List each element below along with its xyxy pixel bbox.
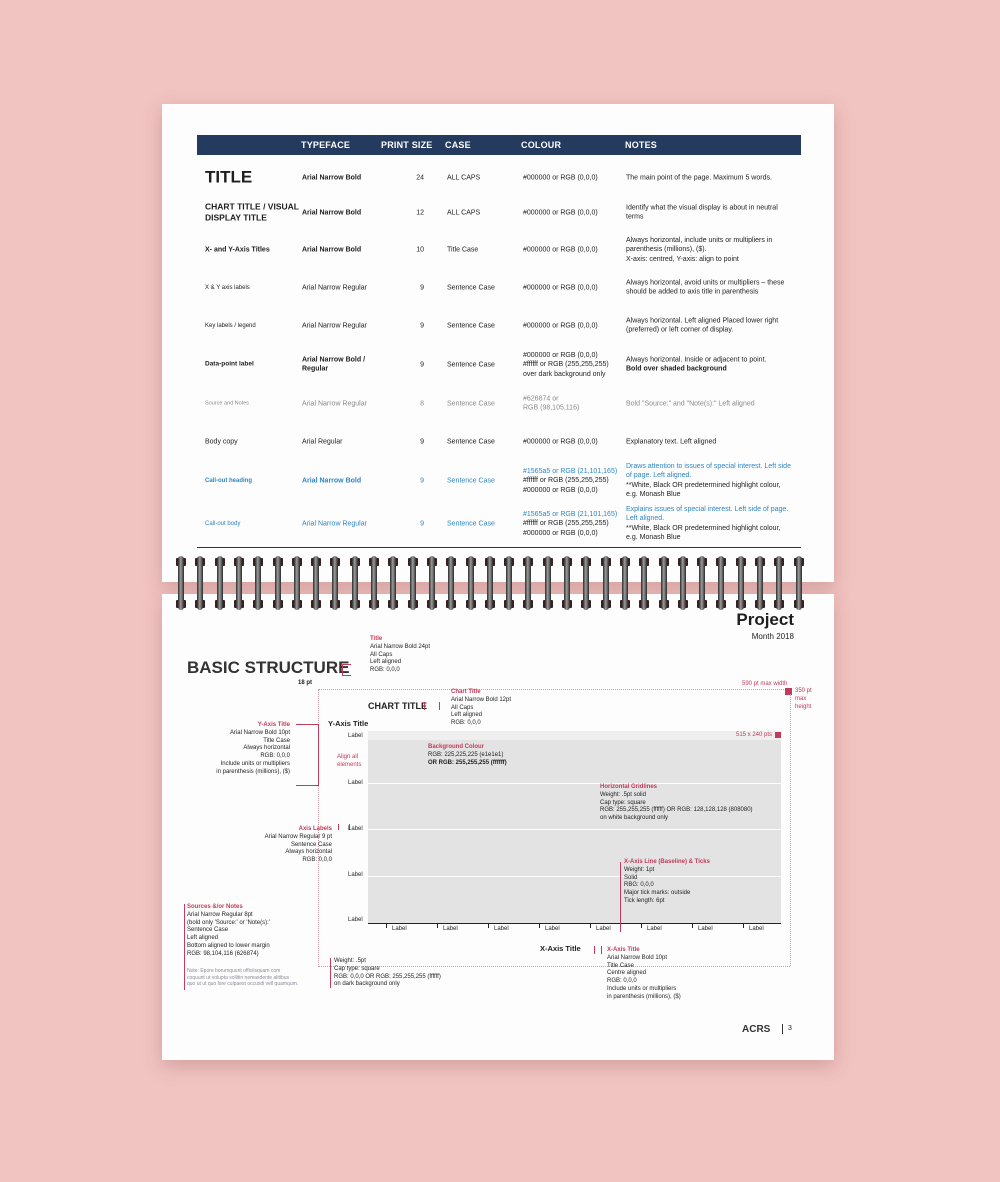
anno-line: Sentence Case: [187, 927, 229, 934]
x-axis-tick: [437, 923, 438, 928]
typeface-cell: Arial Narrow Regular: [302, 322, 367, 330]
case-cell: Sentence Case: [447, 477, 495, 485]
anno-line: Major tick marks: outside: [624, 890, 691, 897]
x-axis-tick: [488, 923, 489, 928]
background-annotation: [428, 744, 507, 767]
basic-structure-page: [162, 594, 834, 1060]
notes-cell: Identify what the visual display is about in neutral terms: [626, 204, 778, 221]
binding-ring: [371, 556, 377, 610]
anno-line: Arial Narrow Bold 12pt: [451, 696, 512, 703]
notes-cell: Explanatory text. Left aligned: [626, 438, 717, 446]
typeface-cell: Arial Narrow Regular: [302, 400, 367, 408]
anno-line: Arial Narrow Bold 24pt: [370, 643, 431, 650]
size-cell: 12: [416, 209, 424, 217]
y-axis-bracket: [296, 724, 319, 786]
anno-line: RGB: 98,104,116 (626874): [187, 950, 259, 957]
binding-ring: [622, 556, 628, 610]
x-axis-tick: [386, 923, 387, 928]
notes-cell: [626, 356, 794, 375]
element-cell: Data-point label: [205, 360, 254, 368]
anno-line: Weight: 1pt: [624, 866, 655, 873]
align-line: Align all: [337, 754, 359, 760]
anno-head: X-Axis Line (Baseline) & Ticks: [624, 859, 710, 865]
x-axis-tick: [743, 923, 744, 928]
x-axis-title-bracket: [594, 946, 602, 954]
binding-ring: [718, 556, 724, 610]
case-cell: ALL CAPS: [447, 174, 481, 182]
header-colour: COLOUR: [521, 140, 562, 150]
height-guide: [790, 694, 791, 966]
typeface-cell: Arial Narrow Bold: [302, 209, 362, 217]
element-cell: Key labels / legend: [205, 322, 256, 329]
anno-head: Sources &/or Notes: [187, 904, 243, 910]
colour-line: #ffffff or RGB (255,255,255): [523, 520, 609, 528]
case-cell: Title Case: [447, 246, 479, 254]
align-line: elements: [337, 761, 362, 768]
x-axis-label: Label: [749, 926, 764, 932]
anno-line: RGB: 0,0,0: [302, 857, 332, 864]
typeface-cell: Arial Narrow Bold: [302, 477, 362, 485]
binding-ring: [178, 556, 184, 610]
case-cell: Sentence Case: [447, 400, 495, 408]
binding-ring: [699, 556, 705, 610]
notes-line: Bold over shaded background: [626, 366, 727, 373]
binding-ring: [583, 556, 589, 610]
element-cell: X- and Y-Axis Titles: [205, 246, 270, 254]
table-row: [162, 268, 834, 308]
element-cell: X & Y axis labels: [205, 284, 250, 291]
project-title: Project: [736, 610, 794, 629]
colour-cell: #000000 or RGB (0,0,0): [523, 246, 598, 254]
chart-title: CHART TITLE: [368, 701, 427, 711]
note-line: coquunt ut volupta sollitin nemasdente alitibus: [187, 974, 290, 981]
max-height-label: [795, 688, 812, 711]
anno-line: on dark background only: [334, 981, 400, 988]
binding-ring: [603, 556, 609, 610]
typeface-cell: Arial Regular: [302, 438, 343, 446]
binding-ring: [757, 556, 763, 610]
anno-head: Background Colour: [428, 744, 485, 750]
anno-line: Include units or multipliers: [220, 760, 290, 767]
size-cell: 9: [420, 322, 424, 330]
size-cell: 9: [420, 284, 424, 292]
sources-annotation: [187, 904, 270, 959]
anno-line: Cap type: square: [600, 799, 646, 806]
anno-head: Axis Labels: [298, 826, 332, 832]
x-axis-tick: [539, 923, 540, 928]
page-number: 3: [788, 1025, 792, 1032]
colour-line: #1565a5 or RGB (21,101,165): [523, 467, 618, 475]
table-row: [162, 504, 834, 544]
binding-ring: [525, 556, 531, 610]
gridline: [368, 876, 781, 877]
anno-line: Sentence Case: [290, 841, 332, 848]
binding-ring: [661, 556, 667, 610]
align-all-label: [337, 754, 361, 770]
anno-line: Tick length: 6pt: [624, 897, 665, 904]
notes-line: X-axis: centred, Y-axis: align to point: [626, 255, 739, 263]
binding-ring: [390, 556, 396, 610]
notes-cell: [626, 236, 794, 264]
anno-line: RGB: 0,0,0: [370, 667, 400, 674]
x-axis-label: Label: [596, 926, 611, 932]
anno-line: Left aligned: [370, 659, 402, 666]
notes-cell: Always horizontal. Left aligned Placed lower right (preferred) or left corner of display.: [626, 317, 779, 334]
notes-line: Always horizontal, include units or multipliers in parenthesis (millions), ($).: [626, 236, 773, 254]
x-axis-baseline: [368, 923, 781, 924]
x-axis-tick: [641, 923, 642, 928]
case-cell: Sentence Case: [447, 520, 495, 528]
anno-line: RGB: 0,0,0: [607, 978, 637, 985]
colour-line: #000000 or RGB (0,0,0): [523, 486, 598, 494]
binding-ring: [468, 556, 474, 610]
notes-cell: [626, 505, 794, 543]
anno-line: RGB: 0,0,0 OR RGB: 255,255,255 (ffffff): [334, 973, 441, 980]
notes-cell: Bold "Source:" and "Note(s):" Left aligned: [626, 400, 755, 408]
x-axis-tick: [590, 923, 591, 928]
anno-line: Include units or multipliers: [607, 985, 677, 992]
binding-ring: [776, 556, 782, 610]
title-annotation: [370, 636, 430, 675]
y-axis-label: Label: [348, 826, 363, 832]
anno-line: Cap type: square: [334, 965, 380, 972]
colour-cell: #000000 or RGB (0,0,0): [523, 209, 598, 217]
chart-title-bracket: [424, 702, 440, 710]
colour-cell: #000000 or RGB (0,0,0): [523, 438, 598, 446]
binding-ring: [564, 556, 570, 610]
size-cell: 24: [416, 174, 424, 182]
notes-line: **White, Black OR predetermined highlight colour, e.g. Monash Blue: [626, 525, 781, 542]
colour-line: RGB (98,105,116): [523, 405, 580, 412]
chart-title-annotation: [451, 689, 511, 728]
max-height-line: height: [795, 703, 812, 710]
max-height-line: max: [795, 695, 807, 702]
width-guide: [318, 689, 790, 690]
anno-head: Y-Axis Title: [257, 722, 290, 728]
binding-ring: [410, 556, 416, 610]
max-height-line: 350 pt: [795, 688, 812, 694]
case-cell: Sentence Case: [447, 361, 495, 369]
colour-line: #000000 or RGB (0,0,0): [523, 351, 598, 359]
x-axis-label: Label: [647, 926, 662, 932]
element-cell: TITLE: [205, 167, 253, 187]
y-axis-label: Label: [348, 872, 363, 878]
colour-line: #1565a5 or RGB (21,101,165): [523, 510, 618, 518]
anno-line: in parenthesis (millions), ($): [607, 993, 681, 1000]
notes-line: Draws attention to issues of special interest. Left side of page. Left aligned.: [626, 463, 791, 480]
anno-line: RGB: 225,225,225 (e1e1e1): [428, 751, 504, 758]
anno-head: Title: [370, 636, 383, 642]
size-cell: 9: [420, 438, 424, 446]
size-cell: 8: [420, 400, 424, 408]
size-cell: 10: [416, 246, 424, 254]
notes-cell: The main point of the page. Maximum 5 words.: [626, 174, 772, 182]
x-axis-tick: [692, 923, 693, 928]
binding-ring: [448, 556, 454, 610]
note-line: Note: Epore borumquunt officiisquam com: [187, 968, 281, 974]
colour-line: #ffffff or RGB (255,255,255) over dark background only: [523, 361, 609, 378]
anno-head: Horizontal Gridlines: [600, 784, 658, 790]
max-width-label: 590 pt max width: [742, 681, 788, 687]
project-month: Month 2018: [751, 632, 794, 641]
anno-line: Weight: .5pt solid: [600, 791, 646, 798]
binding-ring: [796, 556, 802, 610]
y-axis-title: Y-Axis Title: [328, 719, 369, 728]
anno-line: RGB: 0,0,0: [451, 720, 481, 727]
colour-cell: #000000 or RGB (0,0,0): [523, 174, 598, 182]
binding-ring: [294, 556, 300, 610]
element-cell: Call-out heading: [205, 477, 252, 484]
binding-ring: [197, 556, 203, 610]
colour-cell: [523, 351, 623, 379]
header-case: CASE: [445, 140, 471, 150]
plot-size-label: 515 x 240 pts: [736, 732, 773, 738]
case-cell: Sentence Case: [447, 322, 495, 330]
binding-ring: [429, 556, 435, 610]
colour-line: #000000 or RGB (0,0,0): [523, 529, 598, 537]
notes-line: Always horizontal. Inside or adjacent to point.: [626, 356, 767, 364]
binding-ring: [255, 556, 261, 610]
gridlines-annotation: [600, 784, 753, 823]
gridline-weight-bracket: [330, 958, 332, 988]
anno-line: Left aligned: [187, 935, 219, 942]
table-bottom-rule: [197, 547, 801, 548]
title-bracket: [342, 664, 351, 676]
binding-ring: [275, 556, 281, 610]
footer-brand: ACRS: [742, 1024, 771, 1035]
anno-line: Arial Narrow Regular 9 pt: [264, 833, 332, 840]
x-axis-annotation: [607, 947, 681, 1002]
size-cell: 9: [420, 477, 424, 485]
anno-line: All Caps: [451, 704, 474, 711]
y-axis-label: Label: [348, 733, 363, 739]
notes-line: **White, Black OR predetermined highlight colour, e.g. Monash Blue: [626, 482, 781, 499]
binding-ring: [236, 556, 242, 610]
x-axis-label: Label: [494, 926, 509, 932]
x-axis-label: Label: [698, 926, 713, 932]
binding-ring: [313, 556, 319, 610]
x-axis-label: Label: [545, 926, 560, 932]
table-row: [162, 461, 834, 501]
element-cell: Call-out body: [205, 520, 241, 527]
anno-line: OR RGB: 255,255,255 (ffffff): [428, 759, 507, 766]
size-cell: 9: [420, 361, 424, 369]
colour-line: #626874 or: [523, 395, 559, 403]
anno-line: (bold only 'Source:' or 'Note(s):': [187, 919, 270, 926]
typeface-cell: Arial Narrow Regular: [302, 520, 367, 528]
colour-cell: [523, 510, 623, 538]
binding-ring: [506, 556, 512, 610]
baseline-annotation: [624, 859, 710, 906]
table-row: [162, 384, 834, 424]
size-cell: 9: [420, 520, 424, 528]
binding-ring: [738, 556, 744, 610]
binding-ring: [545, 556, 551, 610]
margin-label: 18 pt: [298, 680, 313, 686]
element-cell: Source and Notes: [205, 400, 250, 407]
case-cell: Sentence Case: [447, 284, 495, 292]
anno-line: Title Case: [263, 737, 290, 744]
y-axis-label: Label: [348, 917, 363, 923]
anno-line: RGB: 255,255,255 (ffffff) OR RGB: 128,128,128 (808080): [600, 807, 753, 814]
typeface-cell: Arial Narrow Bold: [302, 246, 362, 254]
element-cell: Body copy: [205, 438, 238, 446]
plot-top-band: [368, 731, 781, 740]
anno-line: Always horizontal: [243, 745, 290, 752]
anno-line: Arial Narrow Bold 10pt: [607, 954, 668, 961]
sources-bracket: [184, 904, 186, 990]
table-header: [197, 135, 801, 155]
anno-line: Title Case: [607, 962, 634, 969]
anno-line: Always horizontal: [285, 849, 332, 856]
notes-cell: Always horizontal, avoid units or multipliers – these should be added to axis title in parenthesis: [626, 279, 785, 296]
x-axis-label: Label: [392, 926, 407, 932]
y-axis-label: Label: [348, 780, 363, 786]
table-row: [162, 306, 834, 346]
anno-line: Left aligned: [451, 712, 483, 719]
style-guide-page: [162, 104, 834, 582]
colour-cell: #000000 or RGB (0,0,0): [523, 322, 598, 330]
gridline: [368, 829, 781, 830]
anno-head: X-Axis Title: [607, 947, 640, 953]
anno-line: Centre aligned: [607, 970, 647, 977]
axis-labels-annotation: [242, 826, 332, 865]
anno-line: RGB: 0,0,0: [260, 753, 290, 760]
element-cell: CHART TITLE / VISUAL DISPLAY TITLE: [205, 201, 299, 223]
typeface-cell: Arial Narrow Bold: [302, 174, 362, 182]
table-row: [162, 230, 834, 270]
page-heading: BASIC STRUCTURE: [187, 658, 350, 677]
anno-line: RBG: 0,0,0: [624, 882, 654, 889]
anno-line: in parenthesis (millions), ($): [216, 768, 290, 775]
x-axis-label: Label: [443, 926, 458, 932]
y-axis-annotation: [202, 722, 290, 777]
colour-cell: [523, 395, 623, 414]
header-print-size: PRINT SIZE: [381, 140, 433, 150]
typeface-cell: Arial Narrow Bold / Regular: [302, 356, 366, 373]
anno-line: Solid: [624, 874, 638, 881]
anno-line: on white background only: [600, 815, 669, 822]
anno-line: Arial Narrow Bold 10pt: [229, 729, 290, 736]
binding-ring: [332, 556, 338, 610]
header-notes: NOTES: [625, 140, 658, 150]
header-typeface: TYPEFACE: [301, 140, 351, 150]
baseline-pointer: [620, 862, 622, 932]
notes-cell: [626, 462, 794, 500]
binding-ring: [352, 556, 358, 610]
anno-line: Bottom aligned to lower margin: [187, 942, 270, 949]
typeface-cell: Arial Narrow Regular: [302, 284, 367, 292]
binding-ring: [217, 556, 223, 610]
table-row: [162, 345, 834, 385]
colour-line: #ffffff or RGB (255,255,255): [523, 477, 609, 485]
notes-line: Explains issues of special interest. Left side of page. Left aligned.: [626, 506, 789, 523]
note-text: [187, 968, 298, 988]
anno-head: Chart Title: [451, 689, 481, 695]
footer-divider: [782, 1024, 783, 1034]
binding-ring: [641, 556, 647, 610]
anno-line: Arial Narrow Regular 8pt: [187, 911, 253, 918]
spiral-binding: [178, 556, 818, 612]
table-row: [162, 193, 834, 233]
gridline-weight-annotation: [334, 958, 441, 989]
case-cell: ALL CAPS: [447, 209, 481, 217]
anno-line: Weight: .5pt: [334, 958, 366, 964]
colour-cell: #000000 or RGB (0,0,0): [523, 284, 598, 292]
x-axis-title: X-Axis Title: [540, 944, 581, 953]
colour-cell: [523, 467, 623, 495]
plot-size-marker: [775, 732, 781, 738]
binding-ring: [680, 556, 686, 610]
anno-line: All Caps: [370, 651, 393, 658]
table-row: [162, 422, 834, 462]
case-cell: Sentence Case: [447, 438, 495, 446]
binding-ring: [487, 556, 493, 610]
note-line: quo ut ut quo lore culpaest occusdi vell quamqum.: [187, 981, 299, 987]
table-row: [162, 158, 834, 198]
